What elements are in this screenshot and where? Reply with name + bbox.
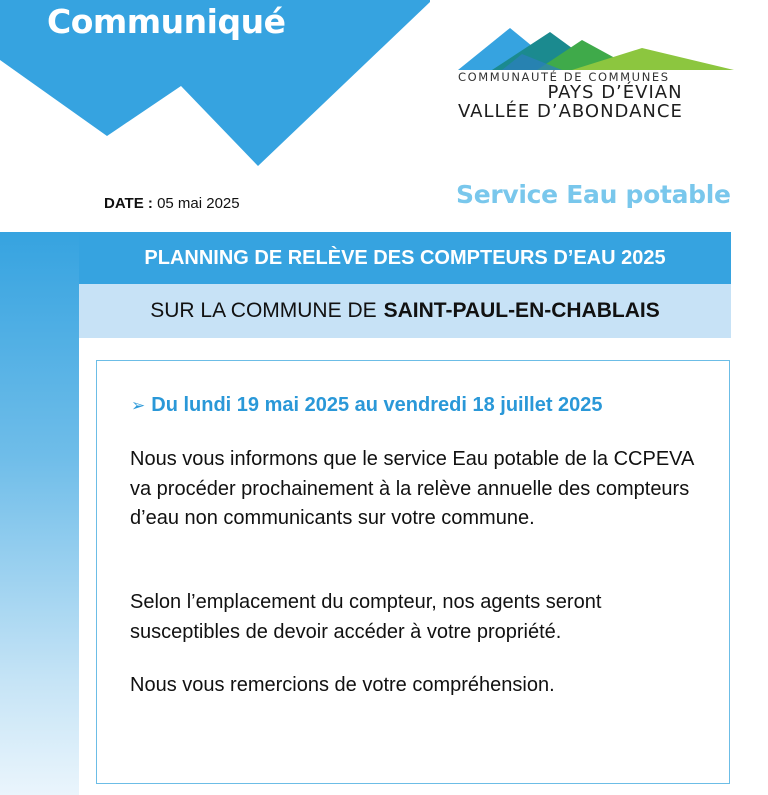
paragraph-access: Selon l’emplacement du compteur, nos agents seront susceptibles de devoir accéder à votre propriété. (130, 591, 602, 643)
paragraph-thanks: Nous vous remercions de votre compréhension. (130, 674, 555, 696)
logo-subtitle: COMMUNAUTÉ DE COMMUNES (458, 70, 670, 84)
dates-text: Du lundi 19 mai 2025 au vendredi 18 juillet 2025 (151, 394, 603, 416)
left-decorative-band (0, 232, 79, 795)
planning-title-bar (79, 232, 731, 284)
logo-name-line2: VALLÉE D’ABONDANCE (458, 101, 683, 122)
service-title: Service Eau potable (456, 180, 731, 209)
date-line (104, 195, 240, 212)
page-title: Communiqué (47, 2, 286, 41)
dates-line (131, 394, 603, 417)
commune-name: SAINT-PAUL-EN-CHABLAIS (383, 299, 660, 322)
commune-bar (79, 284, 731, 338)
planning-title: PLANNING DE RELÈVE DES COMPTEURS D’EAU 2025 (144, 246, 666, 269)
content-box (96, 360, 730, 784)
date-value: 05 mai 2025 (157, 195, 240, 212)
paragraph-info: Nous vous informons que le service Eau potable de la CCPEVA va procéder prochainement à la relève annuelle des compteurs d’eau non communicants sur votre commune. (130, 448, 694, 529)
commune-prefix: SUR LA COMMUNE DE (150, 299, 377, 322)
logo-name-line1: PAYS D’ÉVIAN (547, 82, 683, 103)
date-label: DATE : (104, 195, 153, 212)
arrow-bullet-icon: ➢ (131, 396, 146, 416)
